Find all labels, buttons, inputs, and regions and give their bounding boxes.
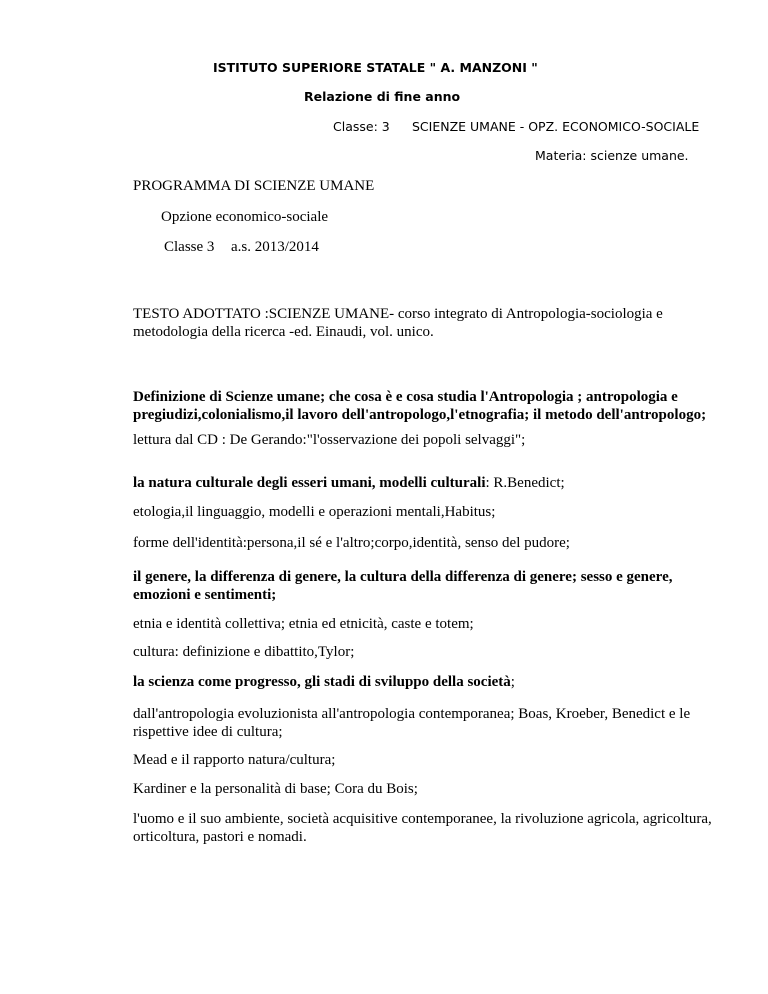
school-name: ISTITUTO SUPERIORE STATALE " A. MANZONI "	[213, 60, 538, 75]
report-title: Relazione di fine anno	[304, 89, 461, 104]
program-class: Classe 3	[164, 239, 215, 255]
program-option: Opzione economico-sociale	[161, 209, 329, 225]
topic-8: cultura: definizione e dibattito,Tylor;	[133, 644, 355, 660]
class-label: Classe: 3	[333, 119, 390, 134]
topic-6: il genere, la differenza di genere, la cultura della differenza di genere; sesso e genere, emozioni e sentimenti;	[133, 569, 673, 603]
topic-5: forme dell'identità:persona,il sé e l'altro;corpo,identità, senso del pudore;	[133, 535, 570, 551]
topic-7: etnia e identità collettiva; etnia ed etnicità, caste e totem;	[133, 616, 474, 632]
topic-12: Kardiner e la personalità di base; Cora du Bois;	[133, 781, 418, 797]
class-track: SCIENZE UMANE - OPZ. ECONOMICO-SOCIALE	[412, 119, 700, 134]
topic-10: dall'antropologia evoluzionista all'antropologia contemporanea; Boas, Kroeber, Benedict e le rispettive idee di cultura;	[133, 706, 691, 740]
school-year: a.s. 2013/2014	[231, 239, 319, 255]
textbook: TESTO ADOTTATO :SCIENZE UMANE- corso integrato di Antropologia-sociologia e metodologia della ricerca -ed. Einaudi, vol. unico.	[133, 306, 663, 340]
topic-4: etologia,il linguaggio, modelli e operazioni mentali,Habitus;	[133, 504, 496, 520]
topic-1: Definizione di Scienze umane; che cosa è e cosa studia l'Antropologia ; antropologia e pregiudizi,colonialismo,il lavoro dell'antropologo,l'etnografia; il metodo dell'antropologo;	[133, 389, 707, 423]
topic-9: la scienza come progresso, gli stadi di sviluppo della società;	[133, 674, 515, 690]
topic-13: l'uomo e il suo ambiente, società acquisitive contemporanee, la rivoluzione agricola, agricoltura, orticoltura, pastori e nomadi.	[133, 811, 712, 845]
topic-2: lettura dal CD : De Gerando:"l'osservazione dei popoli selvaggi";	[133, 432, 526, 448]
topic-11: Mead e il rapporto natura/cultura;	[133, 752, 336, 768]
topic-3: la natura culturale degli esseri umani, modelli culturali: R.Benedict;	[133, 475, 565, 491]
program-title: PROGRAMMA DI SCIENZE UMANE	[133, 178, 375, 194]
subject-label: Materia: scienze umane.	[535, 148, 689, 163]
